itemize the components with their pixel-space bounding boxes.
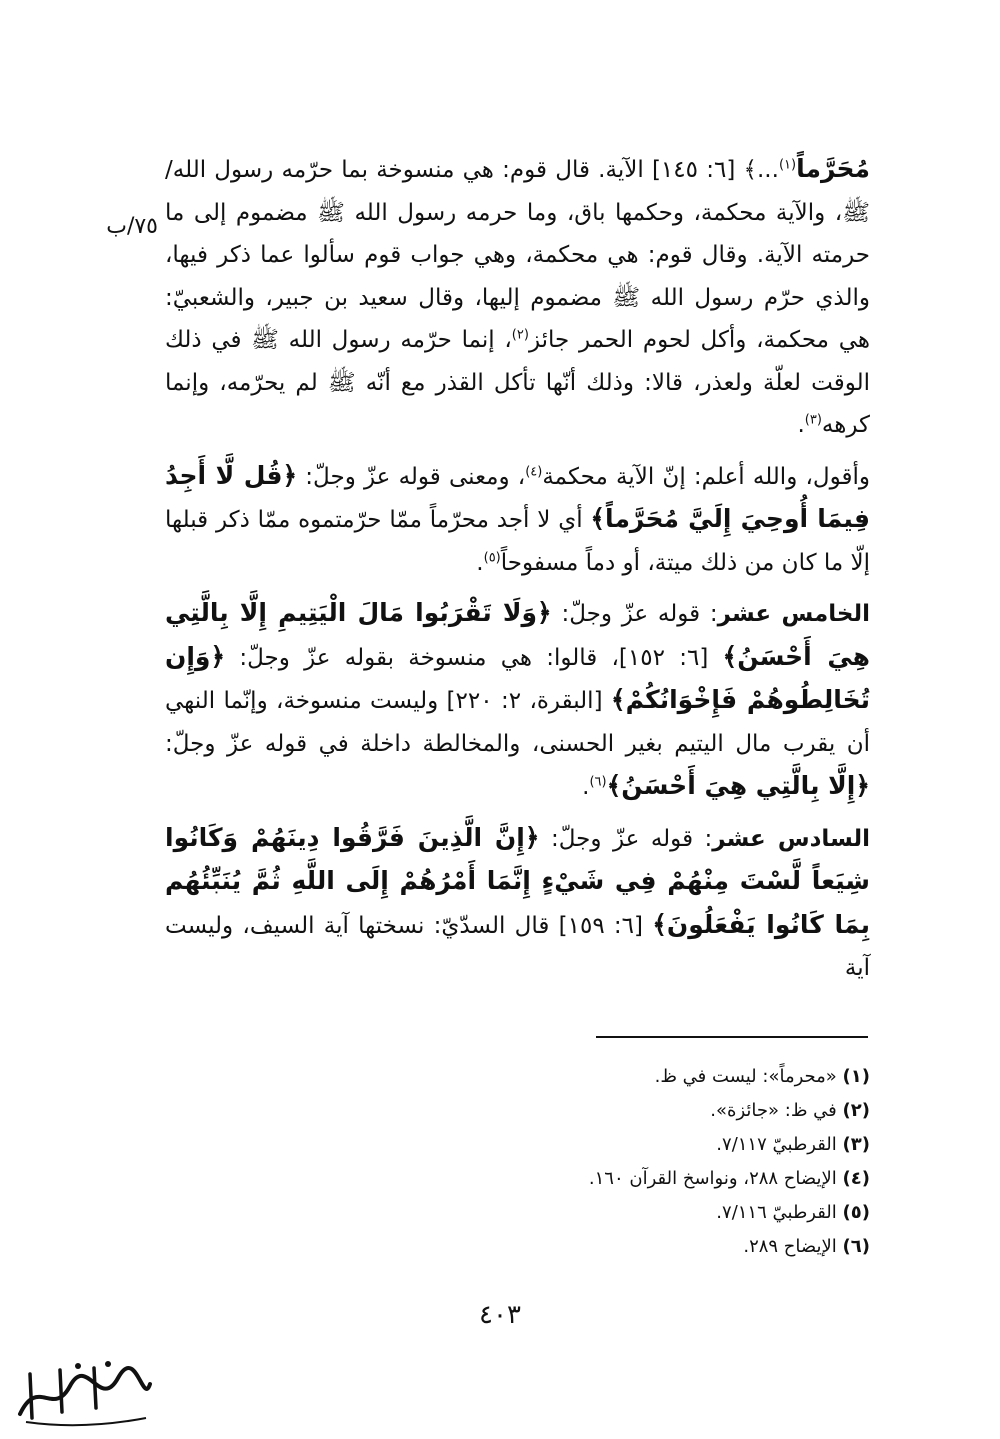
text-run: [البقرة، ٢: ٢٢٠] وليست منسوخة، وإنّما النهي أن يقرب مال اليتيم بغير الحسنى، والمخالطة داخلة في قوله عزّ وجلّ:	[165, 688, 870, 757]
footnote-number: (٢)	[842, 1100, 870, 1121]
quran-verse: ﴿وَلَا تَقْرَبُوا مَالَ الْيَتِيمِ إِلَّا بِالَّتِي هِيَ أَحْسَنُ﴾	[165, 598, 870, 671]
text-run: .	[797, 412, 805, 438]
footnote-ref: (٢)	[511, 327, 529, 343]
footnote-ref: (٦)	[589, 774, 607, 790]
section-heading: السادس عشر	[712, 825, 870, 852]
text-run: [٦: ١٥٢]، قالوا: هي منسوخة بقوله عزّ وجلّ:	[225, 644, 723, 671]
footnote-ref: (٥)	[483, 549, 501, 565]
footnote-ref: (٣)	[804, 412, 822, 428]
main-text	[165, 148, 870, 990]
paragraph-1	[165, 148, 870, 447]
text-run: .	[476, 549, 484, 576]
text-run: : قوله عزّ وجلّ:	[551, 601, 718, 627]
calligraphy-logo-icon	[8, 1356, 158, 1431]
quran-verse: ﴿إِنَّ الَّذِينَ فَرَّقُوا دِينَهُمْ وَكَانُوا شِيَعاً لَّسْتَ مِنْهُمْ فِي شَيْءٍ إِنَّمَا أَمْرُهُمْ إِلَى اللَّهِ ثُمَّ يُنَبِّئُهُم بِمَا كَانُوا يَفْعَلُونَ﴾	[165, 822, 870, 939]
footnote-ref: (٤)	[525, 463, 543, 479]
footnote-number: (١)	[842, 1066, 870, 1087]
text-run: أي لا أجد محرّماً ممّا حرّمتموه ممّا ذكر قبلها إلّا ما كان من ذلك ميتة، أو دماً مسفوحاً	[165, 507, 870, 576]
footnotes	[400, 1060, 870, 1264]
footnote-number: (٤)	[842, 1168, 870, 1189]
footnote-number: (٦)	[842, 1236, 870, 1257]
quran-verse: مُحَرَّماً	[796, 154, 870, 183]
footnote-divider	[596, 1036, 868, 1038]
footnote-4	[400, 1162, 870, 1196]
text-run: ، ومعنى قوله عزّ وجلّ:	[297, 463, 526, 490]
folio-margin-note: ٧٥/ب	[106, 214, 158, 239]
text-run: : قوله عزّ وجلّ:	[539, 825, 713, 852]
footnote-number: (٥)	[842, 1202, 870, 1223]
footnote-2	[400, 1094, 870, 1128]
footnote-text: في ظ: «جائزة».	[710, 1100, 837, 1121]
footnote-3	[400, 1128, 870, 1162]
quran-verse: ﴿وَإِن تُخَالِطُوهُمْ فَإِخْوَانُكُمْ﴾	[165, 641, 871, 714]
footnote-6	[400, 1230, 870, 1264]
footnote-text: الإيضاح ٢٨٩.	[743, 1236, 837, 1257]
paragraph-4	[165, 817, 870, 990]
text-run: .	[582, 774, 590, 800]
text-run: ، إنما حرّمه رسول الله ﷺ في ذلك الوقت لعلّة ولعذر، قالا: وذلك أنّها تأكل القذر مع أنّه ﷺ لم يحرّمه، وإنما كرهه	[165, 327, 870, 438]
section-heading: الخامس عشر	[717, 601, 871, 627]
footnote-number: (٣)	[842, 1134, 870, 1155]
quran-verse: ﴿قُل لَّا أَجِدُ فِيمَا أُوحِيَ إِلَيَّ مُحَرَّماً﴾	[165, 460, 870, 533]
text-run: وأقول، والله أعلم: إنّ الآية محكمة	[542, 463, 870, 490]
footnote-1	[400, 1060, 870, 1094]
footnote-ref: (١)	[778, 157, 797, 173]
footnote-text: الإيضاح ٢٨٨، ونواسخ القرآن ١٦٠.	[588, 1168, 837, 1189]
text-run: ...﴾ [٦: ١٤٥] الآية. قال قوم: هي منسوخة بما حرّمه رسول الله/ ﷺ، والآية محكمة، وحكمها باق، وما حرمه رسول الله ﷺ مضموم إلى ما حرمته الآية. وقال قوم: هي محكمة، وهي جواب قوم سألوا عما ذكر فيها، والذي حرّم رسول الله ﷺ مضموم إليها، وقال سعيد بن جبير، والشعبيّ: هي محكمة، وأكل لحوم الحمر جائز	[165, 157, 870, 353]
quran-verse: ﴿إِلَّا بِالَّتِي هِيَ أَحْسَنُ﴾	[606, 771, 870, 800]
footnote-text: القرطبيّ ٧/١١٦.	[716, 1202, 837, 1223]
footnote-5	[400, 1196, 870, 1230]
text-run: [٦: ١٥٩] قال السدّيّ: نسختها آية السيف، وليست آية	[165, 912, 870, 981]
page-number: ٤٠٣	[479, 1300, 521, 1330]
footnote-text: «محرماً»: ليست في ظ.	[654, 1066, 837, 1087]
footnote-text: القرطبيّ ٧/١١٧.	[716, 1134, 837, 1155]
paragraph-3	[165, 592, 870, 809]
paragraph-2	[165, 455, 870, 585]
